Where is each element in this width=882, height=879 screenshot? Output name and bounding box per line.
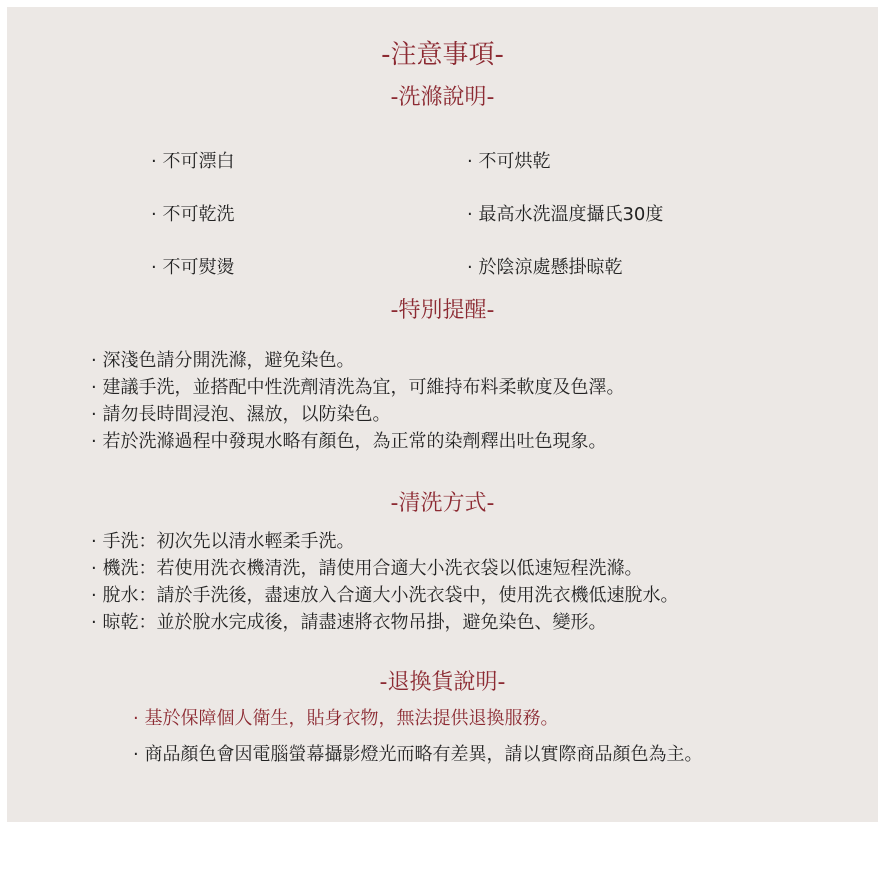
list-item: · 深淺色請分開洗滌，避免染色。 bbox=[91, 350, 355, 371]
washing-item: · 於陰涼處懸掛晾乾 bbox=[467, 257, 623, 278]
return-notice-hygiene: · 基於保障個人衛生，貼身衣物，無法提供退換服務。 bbox=[133, 708, 559, 729]
method-list bbox=[91, 528, 678, 636]
washing-heading: -洗滌說明- bbox=[390, 85, 495, 110]
washing-item: · 不可烘乾 bbox=[467, 151, 551, 172]
list-item: · 晾乾：並於脫水完成後，請盡速將衣物吊掛，避免染色、變形。 bbox=[91, 612, 607, 633]
list-item: · 手洗：初次先以清水輕柔手洗。 bbox=[91, 531, 355, 552]
washing-item: · 不可漂白 bbox=[151, 151, 235, 172]
return-notice-color: · 商品顏色會因電腦螢幕攝影燈光而略有差異，請以實際商品顏色為主。 bbox=[133, 744, 703, 765]
washing-item: · 不可熨燙 bbox=[151, 257, 235, 278]
reminder-heading: -特別提醒- bbox=[390, 298, 495, 323]
notice-panel bbox=[7, 7, 878, 822]
list-item: · 機洗：若使用洗衣機清洗，請使用合適大小洗衣袋以低速短程洗滌。 bbox=[91, 558, 643, 579]
washing-item: · 最高水洗溫度攝氏30度 bbox=[467, 204, 664, 225]
page-title: -注意事項- bbox=[381, 40, 504, 70]
washing-item: · 不可乾洗 bbox=[151, 204, 235, 225]
list-item: · 若於洗滌過程中發現水略有顏色，為正常的染劑釋出吐色現象。 bbox=[91, 431, 607, 452]
list-item: · 脫水：請於手洗後，盡速放入合適大小洗衣袋中，使用洗衣機低速脫水。 bbox=[91, 585, 679, 606]
reminder-list bbox=[91, 347, 624, 455]
list-item: · 建議手洗，並搭配中性洗劑清洗為宜，可維持布料柔軟度及色澤。 bbox=[91, 377, 625, 398]
returns-heading: -退換貨說明- bbox=[379, 670, 506, 695]
list-item: · 請勿長時間浸泡、濕放，以防染色。 bbox=[91, 404, 391, 425]
method-heading: -清洗方式- bbox=[390, 491, 495, 516]
